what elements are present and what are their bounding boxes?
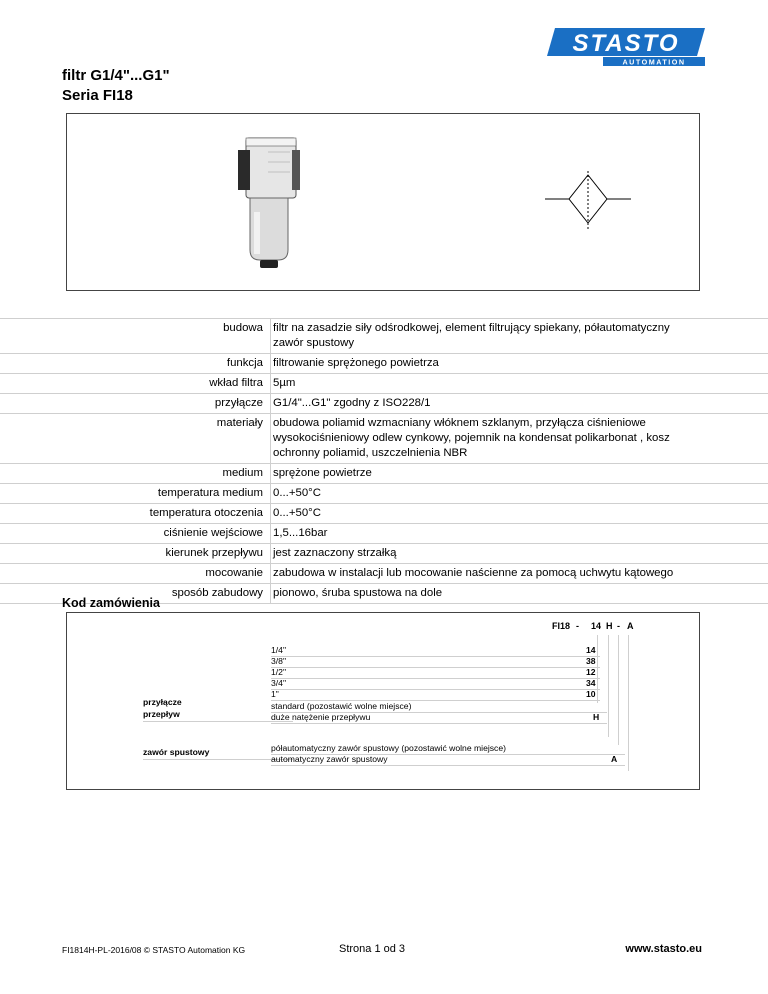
filter-symbol-diagram [545, 171, 631, 233]
order-option-code: 12 [586, 667, 596, 677]
spec-label: ciśnienie wejściowe [163, 527, 263, 539]
connector-line-sep [618, 635, 619, 745]
code-sep-1: - [576, 621, 579, 631]
group-label-connection: przyłącze [143, 697, 182, 707]
spec-row [0, 374, 768, 394]
order-option-code: H [593, 712, 600, 722]
order-option-divider [271, 667, 600, 668]
footer-page-number: Strona 1 od 3 [339, 943, 406, 955]
order-option-code: 14 [586, 645, 596, 655]
spec-value: obudowa poliamid wzmacniany włóknem szklanym, przyłącza ciśnieniowe wysokociśnieniowy odlew cynkowy, pojemnik na kondensat polikarbonat , kosz ochronny poliamid, uszczelnienia NBR [270, 414, 700, 463]
order-option-code: 34 [586, 678, 596, 688]
order-option-divider [271, 723, 607, 724]
spec-label: przyłącze [214, 397, 263, 409]
spec-row [0, 484, 768, 504]
spec-row [0, 524, 768, 544]
page-title: filtr G1/4"...G1" [62, 67, 170, 84]
product-image-box [66, 113, 700, 291]
order-code-box [66, 612, 700, 790]
connector-line-size [597, 635, 598, 703]
spec-label: sposób zabudowy [171, 587, 263, 599]
code-sep-2: - [617, 621, 620, 631]
spec-value: pionowo, śruba spustowa na dole [270, 584, 700, 603]
spec-label: temperatura otoczenia [149, 507, 263, 519]
order-option-label: 1/4" [271, 645, 286, 655]
order-option-label: standard (pozostawić wolne miejsce) [271, 701, 412, 711]
order-option-code: A [611, 754, 618, 764]
spec-label: kierunek przepływu [165, 547, 263, 559]
spec-row [0, 414, 768, 464]
spec-value: G1/4"...G1" zgodny z ISO228/1 [270, 394, 700, 413]
spec-value: filtr na zasadzie siły odśrodkowej, element filtrujący spiekany, półautomatyczny zawór spustowy [270, 319, 700, 353]
order-option-label: 1" [271, 689, 279, 699]
footer-doc-id: FI1814H-PL-2016/08 © STASTO Automation KG [62, 945, 246, 955]
spec-label: medium [222, 467, 263, 479]
svg-text:STASTO: STASTO [572, 30, 680, 57]
spec-label: funkcja [226, 357, 263, 369]
spec-label: budowa [223, 322, 263, 334]
order-option-label: 3/4" [271, 678, 286, 688]
spec-row [0, 354, 768, 374]
code-size: 14 [591, 621, 602, 631]
spec-table [0, 318, 768, 604]
spec-value: 5µm [270, 374, 700, 393]
spec-value: 0...+50°C [270, 504, 700, 523]
svg-text:AUTOMATION: AUTOMATION [622, 57, 686, 67]
group-label-drain: zawór spustowy [143, 747, 210, 757]
spec-value: filtrowanie sprężonego powietrza [270, 354, 700, 373]
code-flow: H [606, 621, 613, 631]
spec-row [0, 464, 768, 484]
group-label-flow: przepływ [143, 709, 180, 719]
spec-label: wkład filtra [209, 377, 263, 389]
spec-row [0, 504, 768, 524]
order-option-label: półautomatyczny zawór spustowy (pozostawić wolne miejsce) [271, 743, 506, 753]
connector-line-drain [628, 635, 629, 771]
spec-value: sprężone powietrze [270, 464, 700, 483]
order-option-code: 10 [586, 689, 596, 699]
footer-website-link[interactable]: www.stasto.eu [625, 943, 702, 955]
spec-label: mocowanie [205, 567, 263, 579]
spec-row [0, 544, 768, 564]
order-code-heading: Kod zamówienia [62, 596, 160, 610]
stasto-logo [545, 26, 705, 68]
code-base: FI18 [552, 621, 571, 631]
spec-row [0, 318, 768, 354]
spec-value: 0...+50°C [270, 484, 700, 503]
order-option-label: 1/2" [271, 667, 286, 677]
order-option-label: duże natężenie przepływu [271, 712, 371, 722]
page-subtitle: Seria FI18 [62, 87, 133, 104]
order-option-divider [271, 689, 600, 690]
order-option-divider [271, 678, 600, 679]
filter-product-image [232, 132, 302, 276]
spec-row [0, 394, 768, 414]
spec-row [0, 564, 768, 584]
spec-value: zabudowa w instalacji lub mocowanie naścienne za pomocą uchwytu kątowego [270, 564, 700, 583]
spec-label: temperatura medium [157, 487, 263, 499]
spec-label: materiały [216, 417, 263, 429]
spec-value: 1,5...16bar [270, 524, 700, 543]
order-option-divider [271, 656, 600, 657]
code-drain: A [627, 621, 634, 631]
order-option-code: 38 [586, 656, 596, 666]
order-option-divider [271, 765, 625, 766]
order-option-label: automatyczny zawór spustowy [271, 754, 388, 764]
spec-value: jest zaznaczony strzałką [270, 544, 700, 563]
order-option-label: 3/8" [271, 656, 286, 666]
connector-line-flow [608, 635, 609, 737]
